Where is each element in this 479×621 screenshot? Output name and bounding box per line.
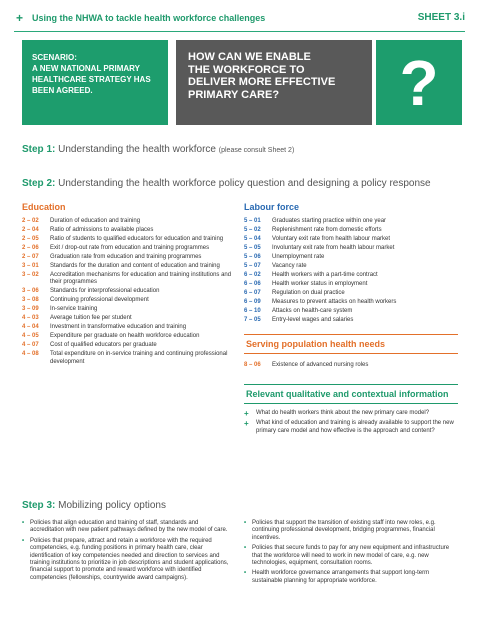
step-1-label: Step 1:	[22, 144, 56, 155]
indicator-code: 6 – 07	[244, 290, 261, 296]
indicator-code: 2 – 02	[22, 218, 39, 224]
indicator-code: 5 – 07	[244, 263, 261, 269]
bullet-icon: •	[244, 570, 247, 577]
scenario-line: SCENARIO:	[32, 53, 77, 62]
indicator-text: Graduation rate from education and training programmes	[50, 254, 202, 260]
indicator-code: 5 – 01	[244, 218, 261, 224]
indicator-code: 3 – 01	[22, 263, 39, 269]
indicator-text: In-service training	[50, 306, 98, 313]
indicator-row	[244, 362, 458, 369]
serving-heading: Serving population health needs	[244, 334, 458, 354]
question-line: DELIVER MORE EFFECTIVE	[188, 76, 336, 88]
indicator-text: Ratio of admissions to available places	[50, 227, 154, 233]
indicator-text: Ratio of students to qualified educators for education and training	[50, 236, 224, 242]
indicator-row	[244, 236, 458, 243]
indicator-code: 3 – 09	[22, 306, 39, 313]
plus-icon: +	[16, 11, 24, 25]
indicator-row	[22, 227, 234, 234]
indicator-code: 4 – 05	[22, 333, 39, 340]
question-line: HOW CAN WE ENABLE	[188, 51, 311, 63]
indicator-row	[244, 281, 458, 288]
step-3	[22, 500, 166, 511]
indicator-text: Average tuition fee per student	[50, 315, 132, 322]
indicator-row	[244, 308, 458, 315]
indicator-text: Voluntary exit rate from health labour market	[272, 236, 391, 242]
labour-list	[244, 218, 458, 324]
indicator-code: 6 – 06	[244, 281, 261, 287]
indicator-row	[244, 272, 458, 279]
scenario-line: A NEW NATIONAL PRIMARY	[32, 64, 140, 73]
page-header	[14, 10, 465, 32]
indicator-text: Cost of qualified educators per graduate	[50, 342, 157, 349]
step-1	[22, 144, 294, 155]
indicator-row	[22, 333, 234, 340]
indicator-text: Health workers with a part-time contract	[272, 272, 378, 278]
education-list	[22, 218, 234, 366]
indicator-text: Measures to prevent attacks on health workers	[272, 299, 397, 305]
indicator-code: 4 – 04	[22, 324, 39, 331]
step-3-label: Step 3:	[22, 500, 56, 511]
indicator-row	[22, 306, 234, 313]
indicator-text: Replenishment rate from domestic efforts	[272, 227, 382, 233]
indicator-code: 8 – 06	[244, 362, 261, 369]
indicator-text: Continuing professional development	[50, 297, 149, 304]
indicator-text: Accreditation mechanisms for education and training institutions and their programmes	[50, 272, 232, 286]
indicator-text: Unemployment rate	[272, 254, 325, 260]
list-item: • Policies that prepare, attract and retain a workforce with the required competencies, e.g. funding positions in primary health care, clear identification of key competencies needed and direction to services and training institutions to prioritize in job descriptions and student applications, financial support to promote and reward workforce with identified competencies (fellowships, countrywide award campaigns).	[22, 537, 229, 581]
indicator-row	[22, 351, 234, 366]
indicator-row	[244, 245, 458, 252]
indicator-text: Investment in transformative education and training	[50, 324, 187, 331]
indicator-text: Standards for interprofessional education	[50, 288, 160, 295]
step-2-label: Step 2:	[22, 178, 56, 189]
indicator-code: 2 – 06	[22, 245, 39, 251]
bullet-icon: •	[22, 520, 25, 526]
indicator-row	[22, 324, 234, 331]
indicator-text: Attacks on health-care system	[272, 308, 353, 314]
list-item: • Policies that secure funds to pay for any new equipment and infrastructure that the workforce will need to work in new model of care, e.g. new technologies, equipment, consultation rooms.	[244, 545, 450, 567]
indicator-code: 2 – 07	[22, 254, 39, 260]
indicator-row	[244, 254, 458, 261]
question-mark-icon: ?	[399, 47, 439, 119]
header-title: Using the NHWA to tackle health workforce challenges	[32, 13, 266, 23]
step-3-left-list	[22, 520, 234, 585]
indicator-text: Standards for the duration and content of education and training	[50, 263, 220, 269]
step-2-text: Understanding the health workforce policy question and designing a policy response	[58, 178, 431, 189]
indicator-row	[22, 254, 234, 261]
indicator-code: 5 – 04	[244, 236, 261, 242]
list-item: • Health workforce governance arrangements that support long-term sustainable planning for appropriate workforce.	[244, 570, 430, 584]
indicator-row	[244, 263, 458, 270]
indicator-row	[22, 263, 234, 270]
indicator-text: Involuntary exit rate from health labour market	[272, 245, 395, 251]
indicator-text: Entry-level wages and salaries	[272, 317, 354, 323]
question-line: PRIMARY CARE?	[188, 88, 280, 101]
bullet-icon: •	[244, 545, 247, 552]
indicator-code: 5 – 05	[244, 245, 261, 251]
indicator-row	[22, 272, 234, 287]
qualitative-heading: Relevant qualitative and contextual information	[244, 384, 458, 404]
serving-list	[244, 362, 458, 369]
indicator-code: 7 – 05	[244, 317, 261, 323]
sheet-number: SHEET 3.i	[417, 12, 465, 23]
question-mark-box	[376, 40, 462, 125]
bullet-icon: •	[22, 537, 25, 544]
plus-icon: +	[244, 419, 249, 429]
indicator-row	[244, 218, 458, 225]
step-3-text: Mobilizing policy options	[58, 500, 166, 511]
list-item: + What kind of education and training is already available to support the new primary care model and how effective is the approach and content?	[244, 419, 454, 434]
labour-section	[244, 202, 458, 438]
question-line: THE WORKFORCE TO	[188, 63, 305, 76]
list-item: • Policies that support the transition of existing staff into new roles, e.g. continuing professional development, bridging programmes, financial incentives.	[244, 520, 436, 541]
indicator-code: 3 – 06	[22, 288, 39, 295]
indicator-code: 5 – 06	[244, 254, 261, 260]
indicator-row	[244, 299, 458, 306]
indicator-code: 2 – 04	[22, 227, 39, 233]
indicator-code: 6 – 10	[244, 308, 261, 314]
indicator-code: 6 – 02	[244, 272, 261, 278]
indicator-code: 4 – 03	[22, 315, 39, 322]
list-item: • Policies that align education and training of staff, standards and accreditation with new patient pathways defined by the new model of care.	[22, 520, 228, 534]
indicator-text: Total expenditure on in-service training and continuing professional development	[50, 351, 228, 365]
labour-heading: Labour force	[244, 202, 300, 212]
indicator-row	[244, 317, 458, 324]
indicator-text: Graduates starting practice within one year	[272, 218, 387, 224]
education-section	[22, 202, 234, 368]
bullet-icon: •	[244, 520, 247, 526]
indicator-text: Vacancy rate	[272, 263, 307, 269]
step-1-note: (please consult Sheet 2)	[218, 147, 295, 154]
indicator-row	[22, 342, 234, 349]
step-2	[22, 178, 431, 189]
indicator-row	[22, 245, 234, 252]
indicator-text: Existence of advanced nursing roles	[272, 362, 369, 369]
indicator-code: 4 – 08	[22, 351, 39, 358]
indicator-text: Exit / drop-out rate from education and training programmes	[50, 245, 210, 251]
indicator-code: 6 – 09	[244, 299, 261, 305]
indicator-code: 5 – 02	[244, 227, 261, 233]
indicator-row	[244, 227, 458, 234]
indicator-row	[22, 288, 234, 295]
indicator-row	[22, 297, 234, 304]
indicator-code: 2 – 05	[22, 236, 39, 242]
indicator-text: Health worker status in employment	[272, 281, 368, 287]
indicator-code: 4 – 07	[22, 342, 39, 349]
indicator-code: 3 – 02	[22, 272, 39, 278]
indicator-row	[22, 315, 234, 322]
education-heading: Education	[22, 202, 66, 212]
indicator-row	[244, 290, 458, 297]
indicator-row	[22, 236, 234, 243]
step-3-right-list	[244, 520, 458, 588]
scenario-box	[22, 40, 168, 125]
step-1-text: Understanding the health workforce	[58, 144, 216, 155]
list-item: + What do health workers think about the new primary care model?	[244, 408, 430, 418]
indicator-row	[22, 218, 234, 225]
scenario-line: BEEN AGREED.	[32, 86, 93, 95]
question-box	[176, 40, 372, 125]
indicator-code: 3 – 08	[22, 297, 39, 304]
indicator-text: Duration of education and training	[50, 218, 141, 224]
indicator-text: Regulation on dual practice	[272, 290, 345, 296]
plus-icon: +	[244, 408, 249, 418]
scenario-line: HEALTHCARE STRATEGY HAS	[32, 75, 151, 84]
qualitative-list	[244, 410, 458, 435]
indicator-text: Expenditure per graduate on health workforce education	[50, 333, 200, 340]
